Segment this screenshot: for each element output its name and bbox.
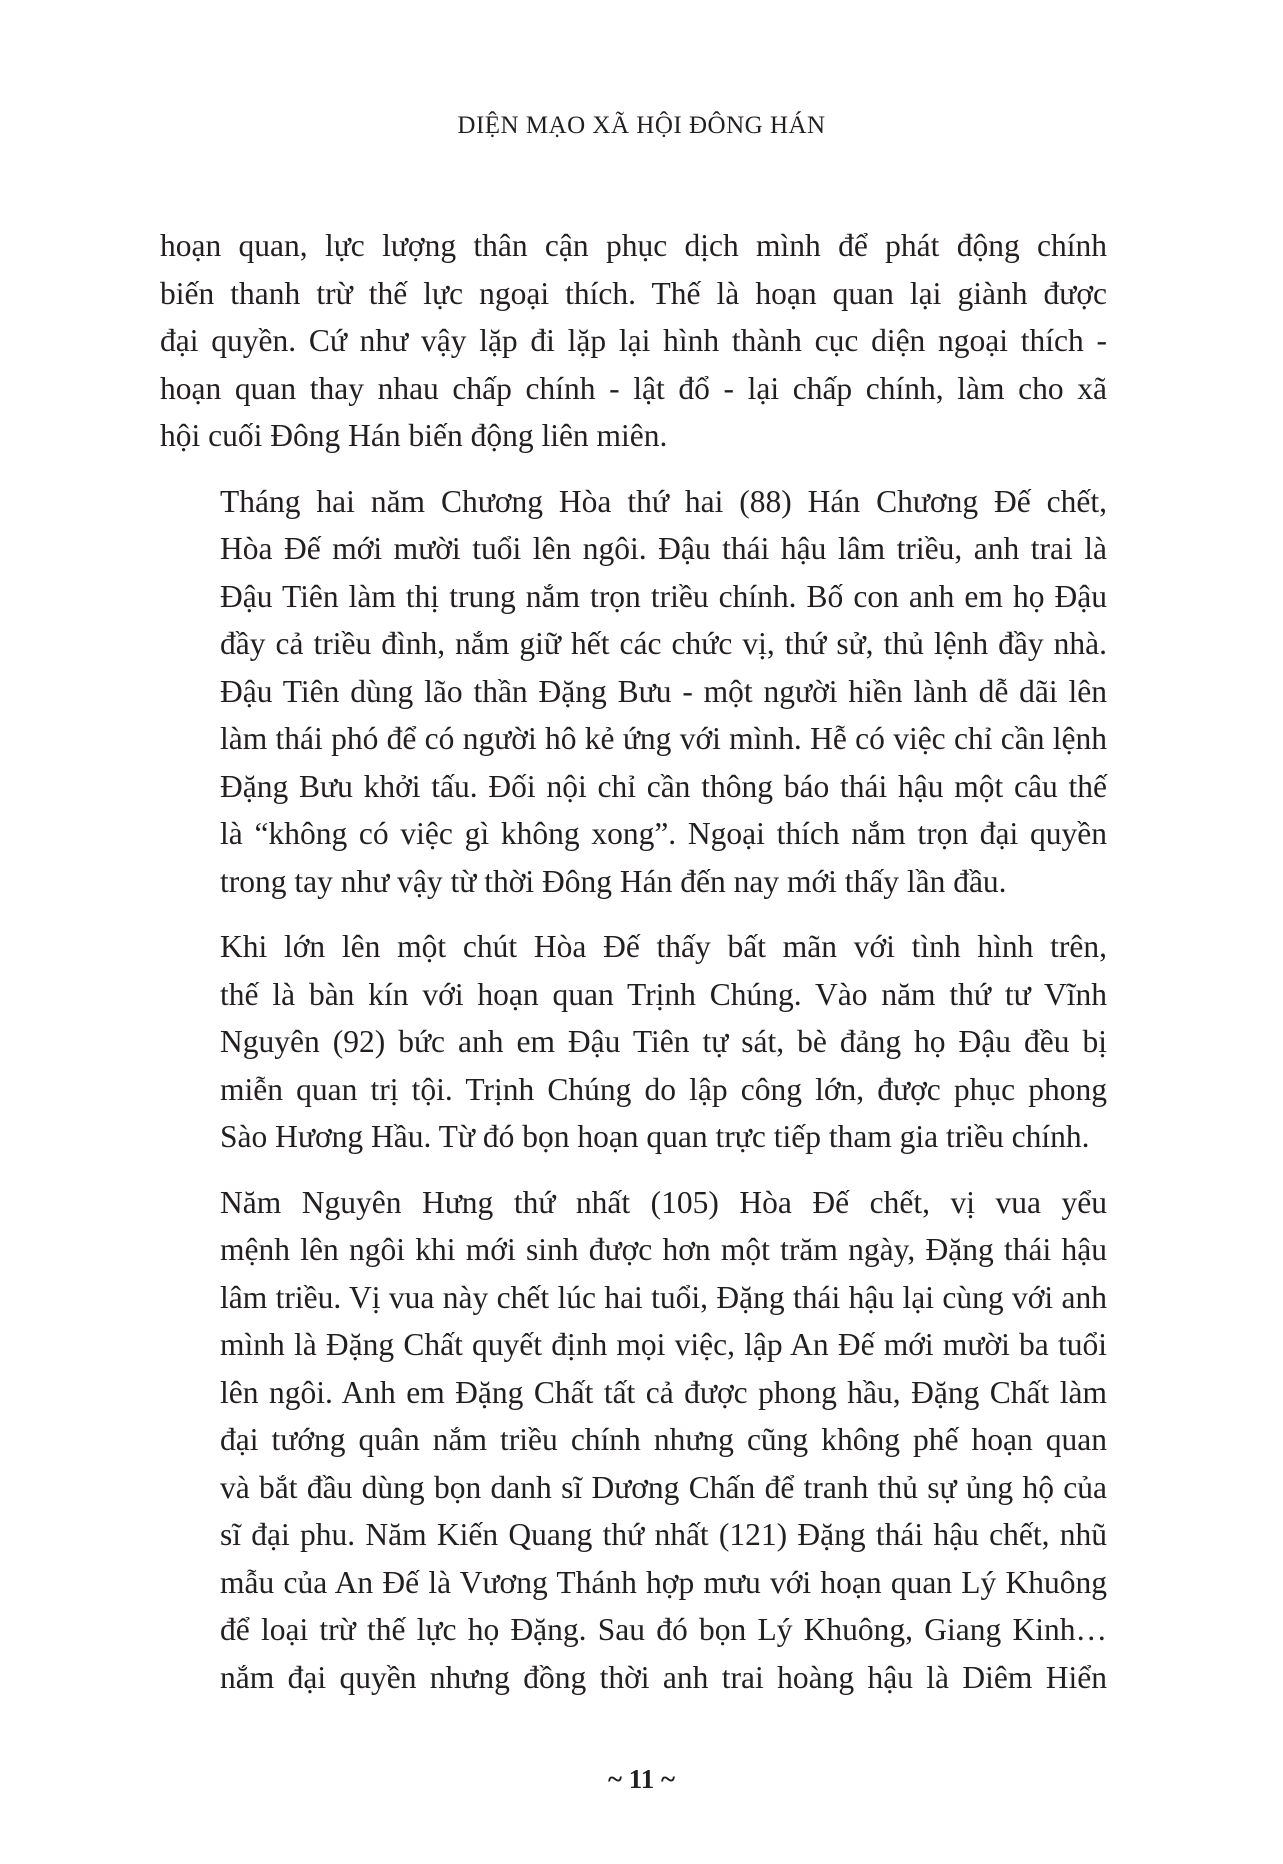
text-line: là “không có việc gì không xong”. Ngoại thích nắm trọn đại quyền bbox=[220, 816, 1107, 851]
text-line: đại quyền. Cứ như vậy lặp đi lặp lại hình thành cục diện ngoại thích - bbox=[160, 323, 1107, 358]
text-line: đại tướng quân nắm triều chính nhưng cũng không phế hoạn quan bbox=[220, 1422, 1107, 1457]
text-line: để loại trừ thế lực họ Đặng. Sau đó bọn Lý Khuông, Giang Kinh… bbox=[220, 1612, 1107, 1647]
text-line: nắm đại quyền nhưng đồng thời anh trai hoàng hậu là Diêm Hiển bbox=[220, 1659, 1107, 1695]
text-line: biến thanh trừ thế lực ngoại thích. Thế là hoạn quan lại giành được bbox=[160, 275, 1107, 311]
text-line: miễn quan trị tội. Trịnh Chúng do lập công lớn, được phục phong bbox=[220, 1071, 1107, 1107]
text-line: Sào Hương Hầu. Từ đó bọn hoạn quan trực tiếp tham gia triều chính. bbox=[220, 1119, 1090, 1154]
text-line: đầy cả triều đình, nắm giữ hết các chức vị, thứ sử, thủ lệnh đầy nhà. bbox=[220, 626, 1107, 661]
text-line: lên ngôi. Anh em Đặng Chất tất cả được phong hầu, Đặng Chất làm bbox=[220, 1374, 1107, 1410]
text-line: Khi lớn lên một chút Hòa Đế thấy bất mãn với tình hình trên, bbox=[220, 929, 1107, 964]
body-text bbox=[160, 222, 1107, 1701]
paragraph-3 bbox=[160, 923, 1107, 1161]
text-line: Năm Nguyên Hưng thứ nhất (105) Hòa Đế chết, vị vua yểu bbox=[220, 1184, 1107, 1220]
text-line: Hòa Đế mới mười tuổi lên ngôi. Đậu thái hậu lâm triều, anh trai là bbox=[220, 531, 1107, 566]
text-line: mẫu của An Đế là Vương Thánh hợp mưu với hoạn quan Lý Khuông bbox=[220, 1564, 1107, 1600]
running-header: DIỆN MẠO XÃ HỘI ĐÔNG HÁN bbox=[457, 112, 826, 139]
text-line: sĩ đại phu. Năm Kiến Quang thứ nhất (121) Đặng thái hậu chết, nhũ bbox=[220, 1517, 1107, 1552]
text-line: Đậu Tiên làm thị trung nắm trọn triều chính. Bố con anh em họ Đậu bbox=[220, 578, 1107, 614]
text-line: làm thái phó để có người hô kẻ ứng với mình. Hễ có việc chỉ cần lệnh bbox=[220, 721, 1107, 756]
text-line: và bắt đầu dùng bọn danh sĩ Dương Chấn để tranh thủ sự ủng hộ của bbox=[220, 1469, 1107, 1505]
paragraph-2 bbox=[160, 478, 1107, 906]
paragraph-4 bbox=[160, 1179, 1107, 1702]
text-line: Tháng hai năm Chương Hòa thứ hai (88) Hán Chương Đế chết, bbox=[220, 483, 1107, 519]
text-line: Đặng Bưu khởi tấu. Đối nội chỉ cần thông báo thái hậu một câu thế bbox=[220, 768, 1107, 804]
paragraph-1 bbox=[160, 222, 1107, 460]
text-line: mệnh lên ngôi khi mới sinh được hơn một trăm ngày, Đặng thái hậu bbox=[220, 1232, 1107, 1267]
page-number: ~ 11 ~ bbox=[607, 1764, 676, 1794]
text-line: trong tay như vậy từ thời Đông Hán đến nay mới thấy lần đầu. bbox=[220, 863, 1007, 899]
text-line: lâm triều. Vị vua này chết lúc hai tuổi, Đặng thái hậu lại cùng với anh bbox=[220, 1279, 1107, 1315]
text-line: hội cuối Đông Hán biến động liên miên. bbox=[160, 418, 668, 453]
text-line: thế là bàn kín với hoạn quan Trịnh Chúng. Vào năm thứ tư Vĩnh bbox=[220, 976, 1107, 1012]
text-line: Đậu Tiên dùng lão thần Đặng Bưu - một người hiền lành dễ dãi lên bbox=[220, 673, 1107, 709]
text-line: mình là Đặng Chất quyết định mọi việc, lập An Đế mới mười ba tuổi bbox=[220, 1327, 1107, 1362]
text-line: hoạn quan thay nhau chấp chính - lật đổ - lại chấp chính, làm cho xã bbox=[160, 370, 1107, 406]
text-line: hoạn quan, lực lượng thân cận phục dịch mình để phát động chính bbox=[160, 228, 1107, 263]
text-line: Nguyên (92) bức anh em Đậu Tiên tự sát, bè đảng họ Đậu đều bị bbox=[220, 1024, 1107, 1059]
